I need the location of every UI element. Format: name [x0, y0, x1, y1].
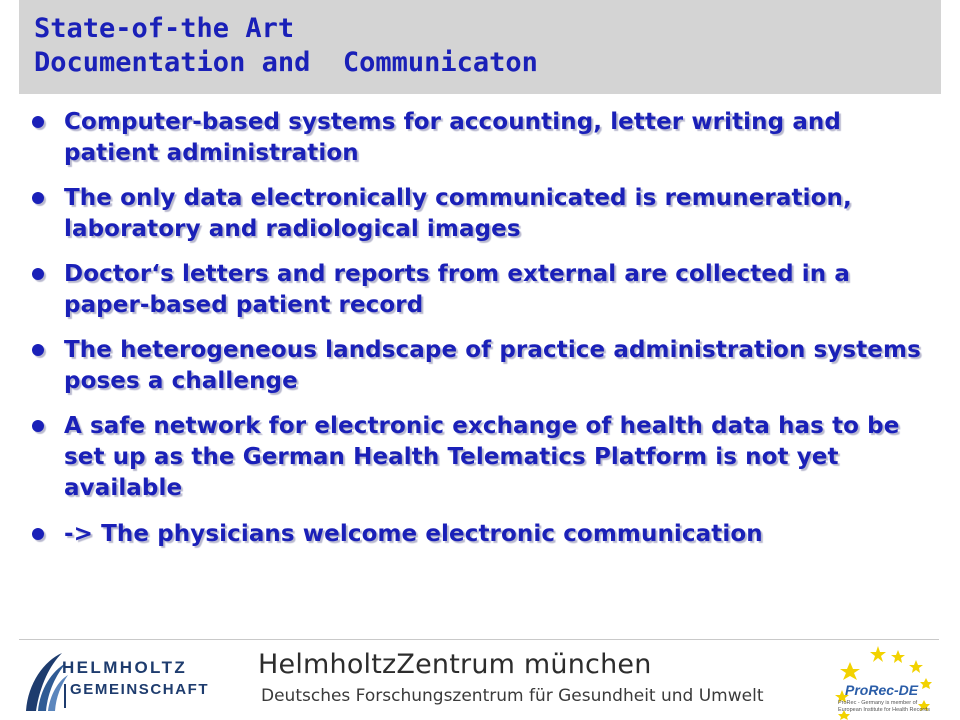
bullet-dot-icon: [32, 268, 44, 280]
bullet-item: [22, 411, 922, 504]
prorec-name: ProRec-DE: [845, 682, 919, 698]
hzm-logo-text: HelmholtzZentrum münchen: [258, 649, 652, 680]
helmholtz-name: HELMHOLTZ: [62, 658, 188, 677]
prorec-membership-note: ProRec - Germany is member of European Institute for Health Records: [838, 700, 931, 713]
bullet-text: -> The physicians welcome electronic communication: [64, 521, 763, 547]
bullet-text: A safe network for electronic exchange of health data has to be set up as the German Health Telematics Platform is not yet available: [64, 413, 900, 501]
bullet-item: [22, 519, 922, 550]
hzm-logo-subtitle: Deutsches Forschungszentrum für Gesundheit und Umwelt: [261, 686, 764, 706]
bullet-text: The heterogeneous landscape of practice administration systems poses a challenge: [64, 337, 921, 394]
bullet-dot-icon: [32, 528, 44, 540]
helmholtz-subtitle: GEMEINSCHAFT: [70, 681, 210, 698]
slide-title-line-2: Documentation and Communicaton: [34, 47, 538, 78]
slide-title-line-1: State-of-the Art: [34, 13, 295, 44]
bullet-dot-icon: [32, 116, 44, 128]
bullet-item: [22, 107, 922, 169]
helmholtz-divider: [64, 684, 66, 708]
bullet-text: The only data electronically communicated is remuneration, laboratory and radiological images: [64, 185, 852, 242]
bullet-dot-icon: [32, 420, 44, 432]
footer-divider: [19, 639, 939, 640]
bullet-dot-icon: [32, 192, 44, 204]
bullet-list: [22, 107, 922, 564]
bullet-item: [22, 259, 922, 321]
bullet-text: Computer-based systems for accounting, letter writing and patient administration: [64, 109, 841, 166]
bullet-text: Doctor‘s letters and reports from external are collected in a paper-based patient record: [64, 261, 850, 318]
bullet-item: [22, 335, 922, 397]
bullet-item: [22, 183, 922, 245]
bullet-dot-icon: [32, 344, 44, 356]
helmholtz-swoosh-logo-icon: [20, 645, 220, 715]
